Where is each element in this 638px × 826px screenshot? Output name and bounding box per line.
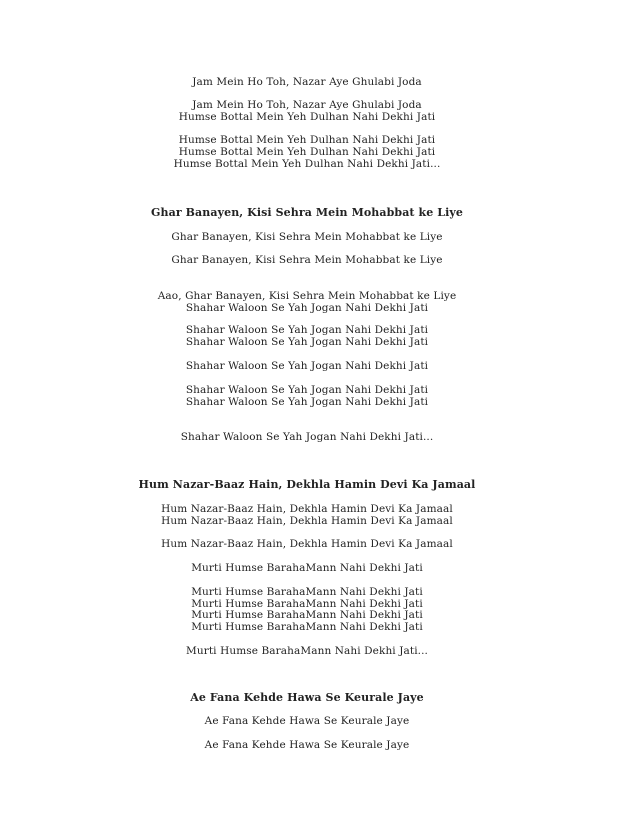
lyric-line: Jam Mein Ho Toh, Nazar Aye Ghulabi Joda — [192, 76, 422, 88]
lyric-line: Hum Nazar-Baaz Hain, Dekhla Hamin Devi Ka Jamaal — [161, 515, 453, 527]
lyric-line: Murti Humse BarahaMann Nahi Dekhi Jati — [191, 609, 423, 621]
lyric-line: Humse Bottal Mein Yeh Dulhan Nahi Dekhi Jati... — [173, 158, 441, 170]
lyric-line: Humse Bottal Mein Yeh Dulhan Nahi Dekhi Jati — [178, 146, 436, 158]
lyric-line: Murti Humse BarahaMann Nahi Dekhi Jati... — [186, 645, 428, 657]
lyric-line: Shahar Waloon Se Yah Jogan Nahi Dekhi Jati — [185, 324, 429, 336]
lyric-line: Shahar Waloon Se Yah Jogan Nahi Dekhi Jati — [185, 302, 429, 314]
verse-heading: Ghar Banayen, Kisi Sehra Mein Mohabbat ke Liye — [151, 206, 463, 219]
lyric-line: Humse Bottal Mein Yeh Dulhan Nahi Dekhi Jati — [178, 134, 436, 146]
lyric-line: Murti Humse BarahaMann Nahi Dekhi Jati — [191, 586, 423, 598]
lyric-line: Murti Humse BarahaMann Nahi Dekhi Jati — [191, 562, 423, 574]
lyric-line: Shahar Waloon Se Yah Jogan Nahi Dekhi Jati — [185, 396, 429, 408]
lyric-line: Murti Humse BarahaMann Nahi Dekhi Jati — [191, 621, 423, 633]
lyric-line: Hum Nazar-Baaz Hain, Dekhla Hamin Devi Ka Jamaal — [161, 538, 453, 550]
lyric-line: Ghar Banayen, Kisi Sehra Mein Mohabbat ke Liye — [171, 254, 443, 266]
lyric-line: Shahar Waloon Se Yah Jogan Nahi Dekhi Jati — [185, 360, 429, 372]
lyric-line: Humse Bottal Mein Yeh Dulhan Nahi Dekhi Jati — [178, 111, 436, 123]
verse-heading: Ae Fana Kehde Hawa Se Keurale Jaye — [190, 691, 424, 704]
verse-heading: Hum Nazar-Baaz Hain, Dekhla Hamin Devi Ka Jamaal — [138, 478, 476, 491]
lyric-line: Jam Mein Ho Toh, Nazar Aye Ghulabi Joda — [192, 99, 422, 111]
lyric-line: Ae Fana Kehde Hawa Se Keurale Jaye — [204, 715, 410, 727]
lyric-line: Shahar Waloon Se Yah Jogan Nahi Dekhi Jati — [185, 336, 429, 348]
lyric-line: Shahar Waloon Se Yah Jogan Nahi Dekhi Jati — [185, 384, 429, 396]
lyric-line: Ghar Banayen, Kisi Sehra Mein Mohabbat ke Liye — [171, 231, 443, 243]
lyric-line: Aao, Ghar Banayen, Kisi Sehra Mein Mohabbat ke Liye — [157, 290, 457, 302]
lyric-line: Shahar Waloon Se Yah Jogan Nahi Dekhi Jati... — [180, 431, 434, 443]
lyric-line: Ae Fana Kehde Hawa Se Keurale Jaye — [204, 739, 410, 751]
lyric-line: Hum Nazar-Baaz Hain, Dekhla Hamin Devi Ka Jamaal — [161, 503, 453, 515]
lyric-line: Murti Humse BarahaMann Nahi Dekhi Jati — [191, 598, 423, 610]
